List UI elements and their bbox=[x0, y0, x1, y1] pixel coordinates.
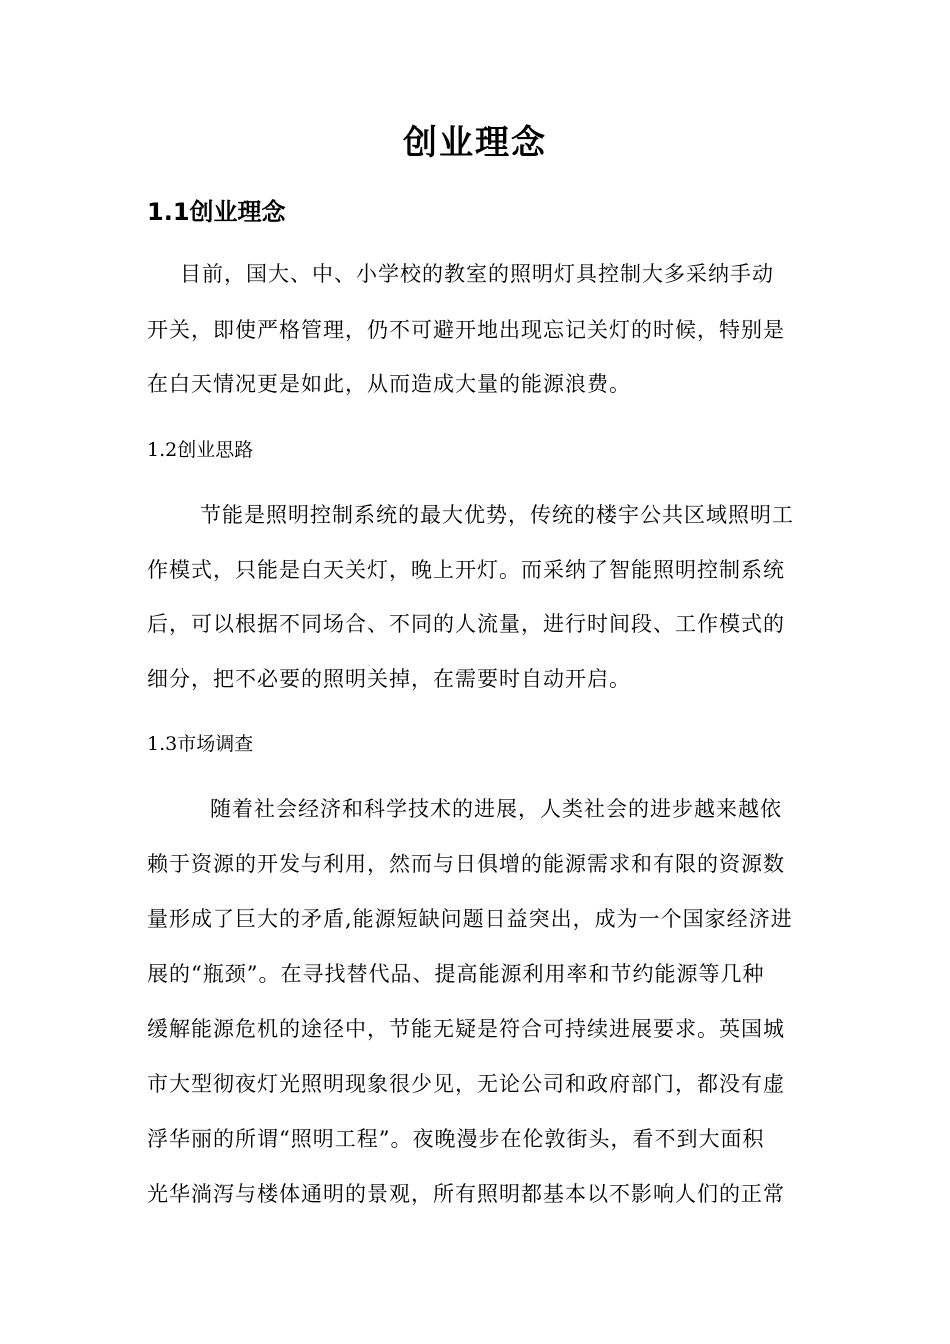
paragraph-line: 后，可以根据不同场合、不同的人流量，进行时间段、工作模式的 bbox=[147, 612, 785, 636]
paragraph-line: 目前，国大、中、小学校的教室的照明灯具控制大多采纳手动 bbox=[180, 262, 774, 286]
paragraph-line: 市大型彻夜灯光照明现象很少见，无论公司和政府部门，都没有虚 bbox=[147, 1072, 785, 1096]
paragraph-line: 量形成了巨大的矛盾,能源短缺问题日益突出，成为一个国家经济进 bbox=[147, 907, 793, 931]
paragraph-line: 展的“瓶颈”。在寻找替代品、提高能源利用率和节约能源等几种 bbox=[147, 962, 765, 986]
paragraph-line: 赖于资源的开发与利用，然而与日俱增的能源需求和有限的资源数 bbox=[147, 852, 785, 876]
paragraph-line: 细分，把不必要的照明关掉，在需要时自动开启。 bbox=[147, 667, 631, 691]
paragraph-line: 缓解能源危机的途径中，节能无疑是符合可持续进展要求。英国城 bbox=[147, 1017, 785, 1041]
section-heading-2: 1.2创业思路 bbox=[147, 439, 254, 461]
paragraph-line: 节能是照明控制系统的最大优势，传统的楼宇公共区域照明工 bbox=[200, 503, 794, 527]
paragraph-line: 光华淌泻与楼体通明的景观，所有照明都基本以不影响人们的正常 bbox=[147, 1182, 785, 1206]
paragraph-line: 随着社会经济和科学技术的进展，人类社会的进步越来越依 bbox=[210, 797, 782, 821]
paragraph-line: 开关，即使严格管理，仍不可避开地出现忘记关灯的时候，特别是 bbox=[147, 318, 785, 342]
paragraph-line: 作模式，只能是白天关灯，晚上开灯。而采纳了智能照明控制系统 bbox=[147, 558, 785, 582]
section-heading-1: 1.1创业理念 bbox=[147, 198, 286, 226]
paragraph-line: 在白天情况更是如此，从而造成大量的能源浪费。 bbox=[147, 372, 631, 396]
paragraph-line: 浮华丽的所谓“照明工程”。夜晚漫步在伦敦街头，看不到大面积 bbox=[147, 1127, 765, 1151]
page-title: 创业理念 bbox=[403, 123, 547, 163]
section-heading-3: 1.3市场调查 bbox=[147, 733, 254, 755]
